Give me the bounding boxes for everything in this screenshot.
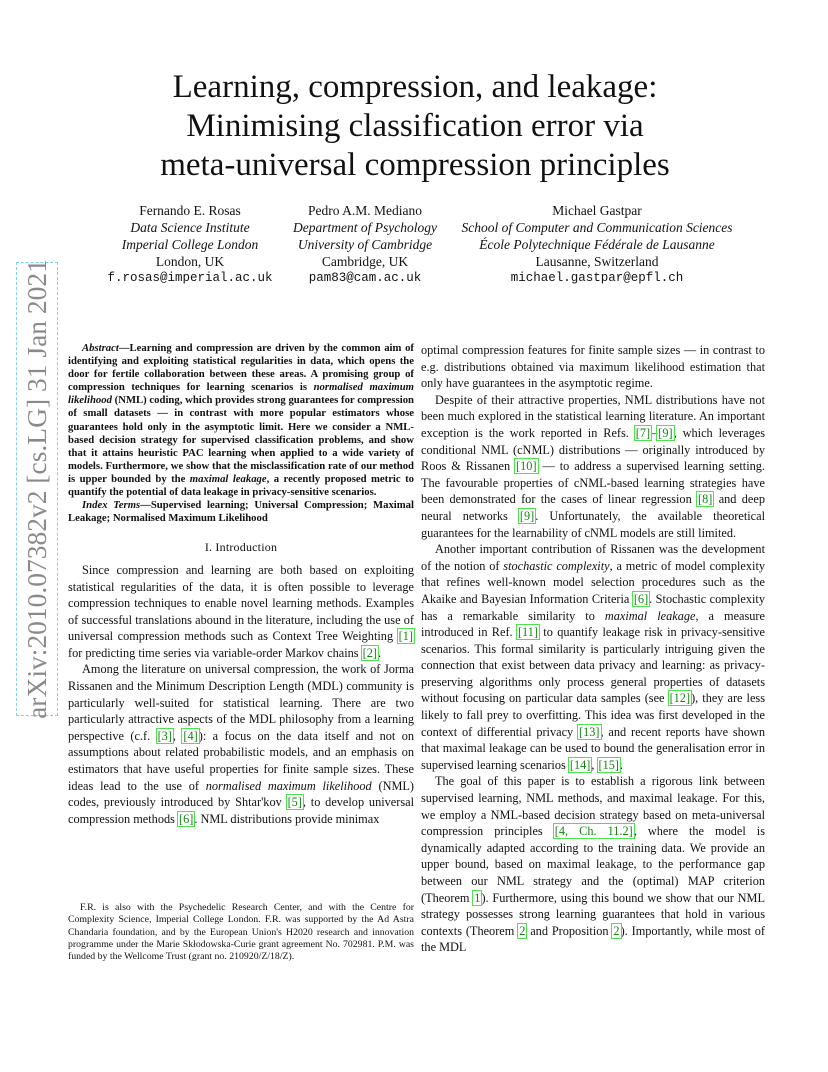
abstract: Abstract—Learning and compression are driven by the common aim of identifying and exploiting statistical regularities in data, which opens the door for fertile collaboration between these areas. A promising group of compression techniques for learning scenarios is normalised maximum likelihood (NML) coding, which provides strong guarantees for compression of small datasets — in contrast with more popular estimators whose guarantees hold only in the asymptotic limit. Here we consider a NML-based decision strategy for supervised classification problems, and show that it attains heuristic PAC learning when applied to a wide variety of models. Furthermore, we show that the misclassification rate of our method is upper bounded by the maximal leakage, a recently proposed metric to quantify the potential of data leakage in privacy-sensitive scenarios.: [68, 342, 414, 499]
author-email[interactable]: f.rosas@imperial.ac.uk: [107, 271, 273, 285]
author-affiliation: Department of Psychology: [293, 220, 437, 235]
citation-link[interactable]: [15]: [598, 757, 620, 772]
index-terms: Index Terms—Supervised learning; Universal Compression; Maximal Leakage; Normalised Maximum Likelihood: [68, 499, 414, 525]
arxiv-identifier-stamp: [16, 259, 58, 719]
author-block-mediano: [280, 202, 450, 287]
author-institution: University of Cambridge: [297, 237, 433, 252]
paper-title: [100, 68, 730, 185]
citation-link[interactable]: [6]: [633, 591, 649, 606]
citation-link[interactable]: [13]: [579, 724, 600, 739]
citation-link[interactable]: [7]: [635, 425, 651, 440]
author-institution: École Polytechnique Fédérale de Lausanne: [479, 237, 715, 252]
citation-link[interactable]: [4]: [183, 728, 198, 743]
author-email[interactable]: pam83@cam.ac.uk: [308, 271, 422, 285]
citation-link[interactable]: [4, Ch. 11.2]: [554, 824, 633, 839]
theorem-link[interactable]: 2: [519, 923, 526, 938]
intro-paragraph-1: Since compression and learning are both based on exploiting statistical regularities of the data, it is often possible to leverage compression techniques to enable novel learning methods. Examples of successful translations abound in the literature, including the use of universal compression methods such as Context Tree Weighting [1] for predicting time series via variable-order Markov chains [2].: [68, 562, 414, 660]
author-block-rosas: [100, 202, 280, 287]
author-location: Cambridge, UK: [321, 254, 409, 269]
citation-link[interactable]: [2]: [362, 645, 377, 660]
left-column: [68, 342, 414, 827]
index-terms-label: Index Terms: [82, 499, 141, 512]
author-block-gastpar: [452, 202, 742, 287]
author-location: Lausanne, Switzerland: [535, 254, 659, 269]
citation-link[interactable]: [12]: [669, 691, 691, 706]
citation-link[interactable]: [9]: [519, 508, 535, 523]
author-institution: Imperial College London: [121, 237, 259, 252]
citation-link[interactable]: [9]: [658, 425, 673, 440]
citation-link[interactable]: [14]: [569, 757, 591, 772]
section-heading-introduction: I. Introduction: [204, 540, 278, 555]
theorem-link[interactable]: 1: [474, 890, 481, 905]
author-name: Michael Gastpar: [552, 203, 642, 218]
title-line-1: Learning, compression, and leakage:: [172, 69, 658, 105]
author-name: Fernando E. Rosas: [139, 203, 241, 218]
author-location: London, UK: [155, 254, 225, 269]
citation-link[interactable]: [5]: [287, 795, 302, 810]
intro-paragraph-2: Among the literature on universal compression, the work of Jorma Rissanen and the Minimum Description Length (MDL) community is particularly well-suited for statistical learning. There are two particularly attractive aspects of the MDL philosophy from a learning perspective (c.f. [3], [4]): a focus on the data itself and not on assumptions about related probabilistic models, and an emphasis on estimators that have useful properties for finite sample sizes. These ideas lead to the use of normalised maximum likelihood (NML) codes, previously introduced by Shtar'kov [5], to develop universal compression methods [6]. NML distributions provide minimax: [68, 662, 414, 826]
arxiv-identifier-text: arXiv:2010.07382v2 [cs.LG] 31 Jan 2021: [21, 259, 52, 719]
footnote-funding: F.R. is also with the Psychedelic Research Center, and with the Centre for Complexity Science, Imperial College London. F.R. was supported by the Ad Astra Chandaria foundation, and by the European Union's H2020 research and innovation programme under the Marie Skłodowska-Curie grant agreement No. 702981. P.M. was funded by the Wellcome Trust (grant no. 210920/Z/18/Z).: [68, 902, 414, 963]
intro-paragraph-4: Another important contribution of Rissanen was the development of the notion of stochastic complexity, a metric of model complexity that refines well-known model selection procedures such as the Akaike and Bayesian Information Criteria [6]. Stochastic complexity has a remarkable similarity to maximal leakage, a measure introduced in Ref. [11] to quantify leakage risk in privacy-sensitive scenarios. This formal similarity is particularly intriguing given the connection that exist between data privacy and learning: as privacy-preserving algorithms only process general properties of datasets without focusing on particular data samples (see [12]), they are less likely to fall prey to overfitting. This idea was first developed in the context of differential privacy [13], and recent reports have shown that maximal leakage can be used to bound the generalisation error in supervised learning scenarios [14], [15].: [421, 542, 766, 772]
citation-link[interactable]: [10]: [516, 459, 537, 474]
citation-link[interactable]: [1]: [398, 629, 413, 644]
proposition-link[interactable]: 2: [613, 923, 620, 938]
citation-link[interactable]: [6]: [178, 811, 194, 826]
right-column: [421, 342, 765, 956]
citation-link[interactable]: [8]: [698, 492, 713, 507]
title-line-3: meta-universal compression principles: [160, 147, 670, 183]
author-email[interactable]: michael.gastpar@epfl.ch: [510, 271, 684, 285]
citation-link[interactable]: [11]: [517, 625, 538, 640]
intro-paragraph-continued: optimal compression features for finite sample sizes — in contrast to e.g. distributions obtained via maximum likelihood estimation that only have guarantees in the asymptotic regime.: [421, 343, 765, 391]
author-name: Pedro A.M. Mediano: [308, 203, 422, 218]
author-affiliation: School of Computer and Communication Sciences: [461, 220, 733, 235]
intro-paragraph-3: Despite of their attractive properties, NML distributions have not been much explored in the statistical learning literature. An important exception is the work reported in Refs. [7]–[9], which leverages conditional NML (cNML) distributions — originally introduced by Roos & Rissanen [10] — to address a supervised learning setting. The favourable properties of cNML-based learning strategies have been demonstrated for the cases of linear regression [8] and deep neural networks [9]. Unfortunately, the available theoretical guarantees for the learnability of cNML models are still limited.: [421, 392, 766, 540]
title-line-2: Minimising classification error via: [186, 108, 644, 144]
author-affiliation: Data Science Institute: [130, 220, 250, 235]
citation-link[interactable]: [3]: [157, 728, 172, 743]
abstract-label: Abstract: [82, 342, 119, 354]
intro-paragraph-5: The goal of this paper is to establish a rigorous link between supervised learning, NML methods, and maximal leakage. For this, we employ a NML-based decision strategy based on meta-universal compression principles [4, Ch. 11.2], where the model is dynamically adapted according to the training data. We provide an upper bound, based on maximal leakage, to the performance gap between our NML strategy and the (optimal) MAP criterion (Theorem 1). Furthermore, using this bound we show that our NML strategy possesses strong learning guarantees that hold in various contexts (Theorem 2 and Proposition 2). Importantly, while most of the MDL: [421, 774, 766, 955]
